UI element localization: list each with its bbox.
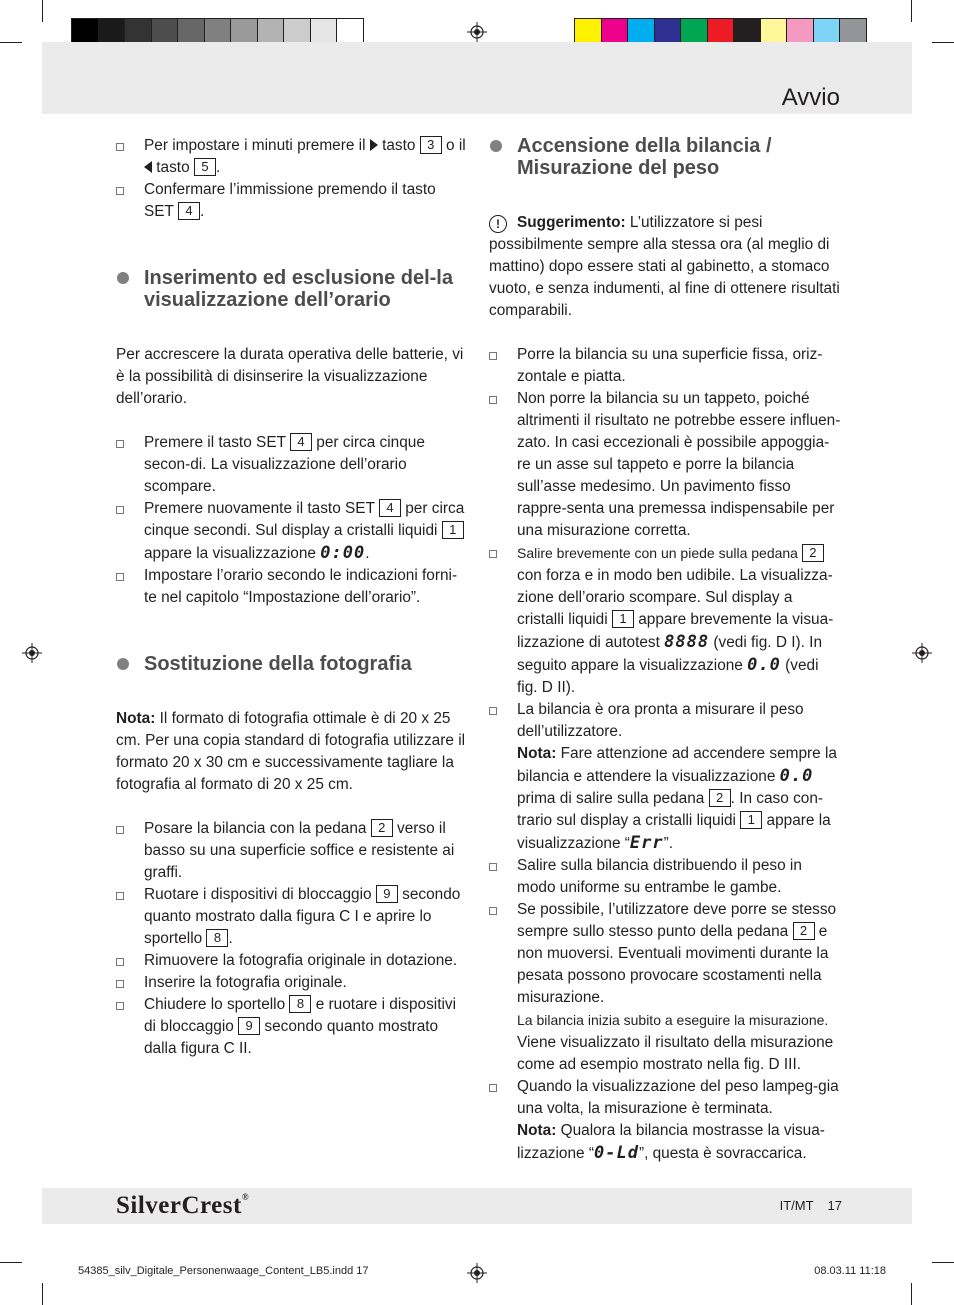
list-item: Per impostare i minuti premere il tasto 3 o il tasto 5 . [116,135,466,179]
list-item: Chiudere lo sportello 8 e ruotare i dispositivi di bloccaggio 9 secondo quanto mostrato dalla figura C II. [116,994,466,1060]
list-item: Posare la bilancia con la pedana 2 verso il basso su una superficie soffice e resistente ai graffi. [116,818,466,884]
key-number: 1 [740,811,762,829]
key-number: 4 [290,433,312,451]
list-item: Impostare l’orario secondo le indicazioni forni-te nel capitolo “Impostazione dell’orario”. [116,565,466,609]
list-item: Rimuovere la fotografia originale in dotazione. [116,950,466,972]
list-item: Confermare l’immissione premendo il tasto SET 4 . [116,179,466,223]
list-item: Ruotare i dispositivi di bloccaggio 9 secondo quanto mostrato dalla figura C I e aprire lo sportello 8 . [116,884,466,950]
page-number: 17 [827,1198,842,1213]
key-number: 8 [206,929,228,947]
crop-mark [0,1262,22,1263]
list-minutes [116,135,466,223]
key-number: 1 [612,610,634,628]
exclamation-icon: ! [489,215,507,233]
list-photo [116,818,466,1060]
list-item: Salire brevemente con un piede sulla pedana 2 con forza e in modo ben udibile. La visualizza-zione dell’orario scompare. Sul display a cristalli liquidi 1 appare brevemente la visua-lizzazione di autotest 8888 (vedi fig. D I). In seguito appare la visualizzazione 0.0 (vedi fig. D II). [489,542,841,699]
list-item: Premere il tasto SET 4 per circa cinque secon-di. La visualizzazione dell’orario scompare. [116,432,466,498]
key-number: 5 [194,158,216,176]
crop-mark [911,1283,912,1305]
key-number: 2 [793,922,815,940]
right-arrow-icon [370,139,378,151]
section-heading: Sostituzione della fotografia [116,653,466,675]
slug-date: 08.03.11 11:18 [814,1265,886,1277]
crop-mark [932,42,954,43]
list-item: Quando la visualizzazione del peso lampeg-gia una volta, la misurazione è terminata. Nota: Qualora la bilancia mostrasse la visua-lizzazione “0-Ld”, questa è sovraccarica. [489,1076,841,1165]
crop-mark [911,0,912,22]
list-item: La bilancia è ora pronta a misurare il peso dell’utilizzatore. Nota: Fare attenzione ad accendere sempre la bilancia e attendere la visualizzazione 0.0 prima di salire sulla pedana 2 . In caso con-trario sul display a cristalli liquidi 1 appare la visualizzazione “Err”. [489,699,841,855]
crop-mark [0,42,22,43]
key-number: 9 [238,1017,260,1035]
key-number: 4 [178,202,200,220]
section-heading: Accensione della bilancia / Misurazione del peso [489,135,841,179]
left-column [116,135,466,1060]
left-arrow-icon [144,161,152,173]
lcd-readout: Err [629,833,664,853]
crop-mark [42,0,43,22]
tip-paragraph: ! Suggerimento: L’utilizzatore si pesi possibilmente sempre alla stessa ora (al meglio di mattino) dopo essere stati al gabinetto, a stomaco vuoto, e senza indumenti, al fine di ottenere risultati comparabili. [489,214,840,319]
brand-logo: SilverCrest® [116,1192,250,1219]
list-time-display [116,432,466,609]
key-number: 2 [371,819,393,837]
key-number: 8 [289,995,311,1013]
list-item: Se possibile, l’utilizzatore deve porre se stesso sempre sullo stesso punto della pedana 2 e non muoversi. Eventuali movimenti durante la pesata possono provocare scostamenti nella misurazione. La bilancia inizia subito a eseguire la misurazione. Viene visualizzato il risultato della misurazione come ad esempio mostrato nella fig. D III. [489,899,841,1076]
paragraph: Nota: Il formato di fotografia ottimale è di 20 x 25 cm. Per una copia standard di fotografia utilizzare il formato 20 x 30 cm e successivamente tagliare la fotografia al formato di 20 x 25 cm. [116,710,466,793]
list-item: Porre la bilancia su una superficie fissa, oriz-zontale e piatta. [489,344,841,388]
crop-mark [932,1262,954,1263]
lcd-readout: 0.0 [779,766,814,786]
lcd-readout: 8888 [664,632,710,652]
key-number: 2 [802,544,824,562]
registration-mark-icon [912,643,932,663]
page-title: Avvio [781,84,840,111]
page-info [766,1198,842,1213]
key-number: 9 [376,885,398,903]
language-code: IT/MT [779,1198,814,1213]
list-item: Salire sulla bilancia distribuendo il peso in modo uniforme su entrambe le gambe. [489,855,841,899]
registration-mark-icon [22,643,42,663]
lcd-readout: 0-Ld [593,1143,639,1163]
key-number: 2 [709,789,731,807]
slug-filename: 54385_silv_Digitale_Personenwaage_Content_LB5.indd 17 [78,1265,369,1277]
list-item: Non porre la bilancia su un tappeto, poiché altrimenti il risultato ne potrebbe essere influen-zato. In casi eccezionali è possibile appoggia-re un asse sul tappeto e porre la bilancia sull’asse medesimo. Un pavimento fisso rappre-senta una premessa indispensabile per una misurazione corretta. [489,388,841,542]
right-column [489,135,841,1165]
lcd-readout: 0.0 [747,655,781,675]
section-heading: Inserimento ed esclusione del-la visualizzazione dell’orario [116,267,466,311]
lcd-readout: 0:00 [320,543,366,563]
crop-mark [42,1283,43,1305]
key-number: 4 [379,499,401,517]
registration-mark-icon [467,1263,487,1283]
paragraph: Per accrescere la durata operativa delle batterie, vi è la possibilità di disinserire la visualizzazione dell’orario. [116,346,464,407]
list-weighing [489,344,841,1165]
registration-mark-icon [467,22,487,42]
key-number: 3 [420,136,442,154]
list-item: Inserire la fotografia originale. [116,972,466,994]
key-number: 1 [442,521,464,539]
list-item: Premere nuovamente il tasto SET 4 per circa cinque secondi. Sul display a cristalli liquidi 1 appare la visualizzazione 0:00. [116,498,466,565]
